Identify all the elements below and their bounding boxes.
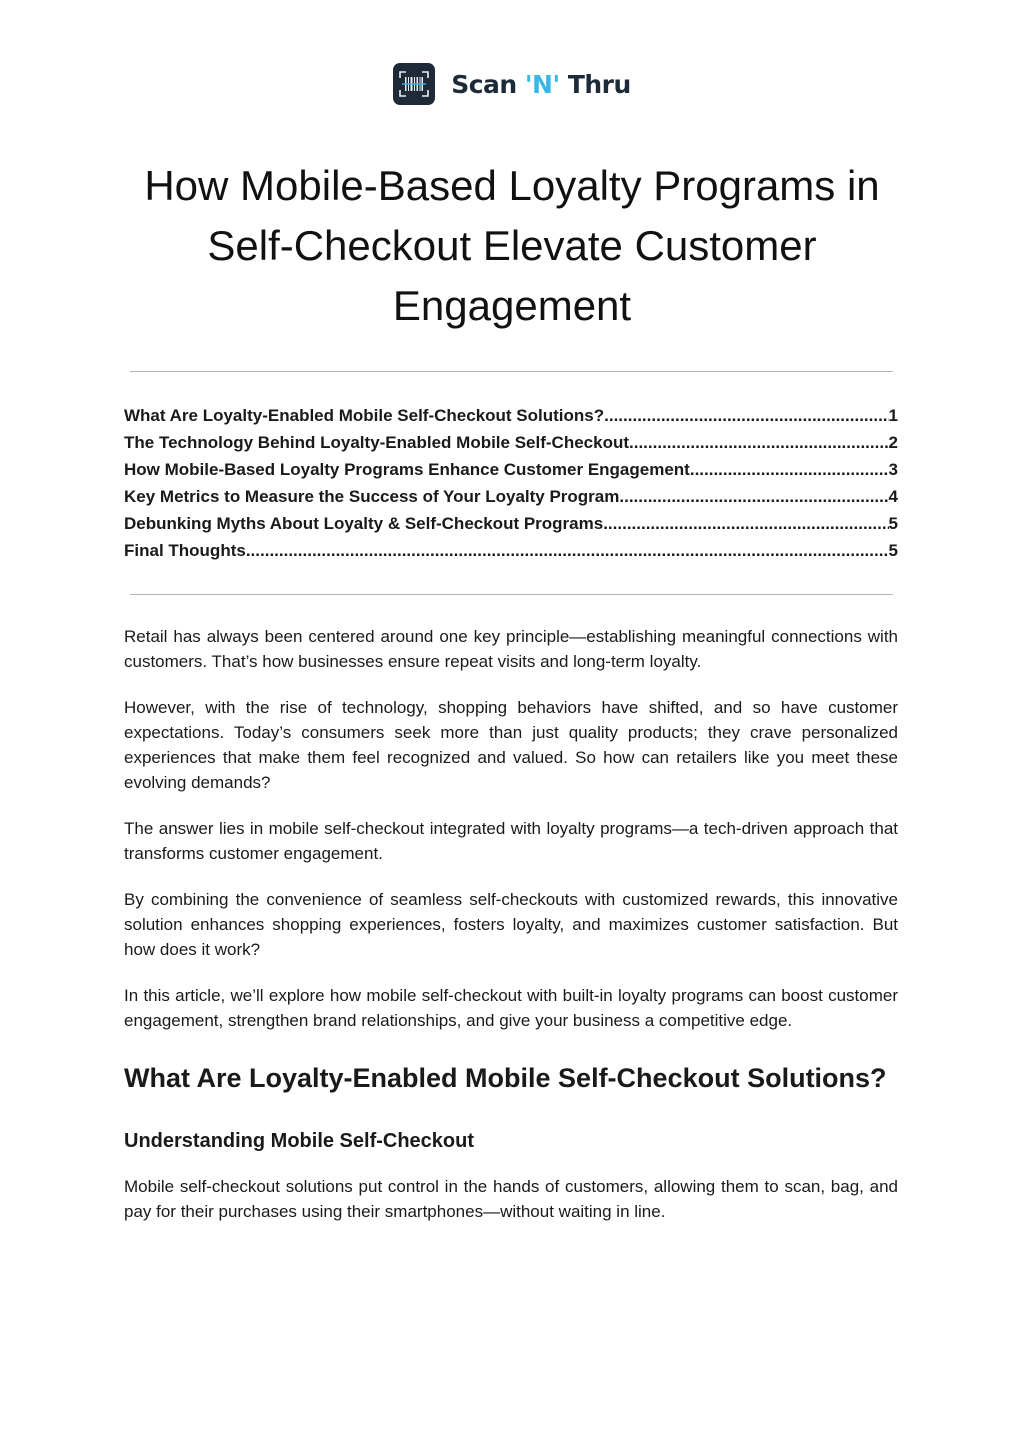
toc-entry-label: How Mobile-Based Loyalty Programs Enhance Customer Engagement (124, 460, 690, 479)
toc-entry-page: 3 (888, 460, 898, 479)
table-of-contents (124, 402, 898, 564)
intro-paragraph: The answer lies in mobile self-checkout integrated with loyalty programs—a tech-driven approach that transforms customer engagement. (124, 819, 898, 863)
article-body (124, 624, 898, 1245)
toc-entry[interactable] (124, 429, 898, 456)
document-title: How Mobile-Based Loyalty Programs in Self-Checkout Elevate Customer Engagement (144, 162, 880, 329)
toc-entry[interactable] (124, 483, 898, 510)
toc-entry-label: Key Metrics to Measure the Success of Your Loyalty Program (124, 487, 620, 506)
toc-leader-dots (619, 483, 888, 510)
toc-entry-label: What Are Loyalty-Enabled Mobile Self-Checkout Solutions? (124, 406, 605, 425)
toc-leader-dots (629, 429, 889, 456)
toc-entry-page: 2 (888, 433, 898, 452)
divider-top (130, 371, 893, 372)
toc-entry[interactable] (124, 402, 898, 429)
toc-entry-label: Final Thoughts (124, 541, 246, 560)
brand-name: Scan 'N' Thru (451, 69, 631, 99)
intro-paragraph: However, with the rise of technology, shopping behaviors have shifted, and so have customer expectations. Today’s consumers seek more than just quality products; they crave personalized experiences that make them feel recognized and valued. So how can retailers like you meet these evolving demands? (124, 698, 898, 792)
toc-entry[interactable] (124, 456, 898, 483)
toc-leader-dots (603, 510, 888, 537)
toc-entry-label: The Technology Behind Loyalty-Enabled Mobile Self-Checkout (124, 433, 630, 452)
toc-entry[interactable] (124, 537, 898, 564)
brand-name-accent: 'N' (524, 69, 560, 99)
toc-leader-dots (246, 537, 889, 564)
barcode-scanner-icon (393, 63, 435, 105)
brand-logo (0, 63, 1024, 105)
section-paragraph: Mobile self-checkout solutions put control in the hands of customers, allowing them to scan, bag, and pay for their purchases using their smartphones—without waiting in line. (124, 1177, 898, 1221)
toc-entry-page: 5 (888, 541, 898, 560)
toc-entry-page: 4 (888, 487, 898, 506)
intro-paragraph: In this article, we’ll explore how mobile self-checkout with built-in loyalty programs can boost customer engagement, strengthen brand relationships, and give your business a competitive edge. (124, 986, 898, 1030)
divider-bottom (130, 594, 893, 595)
toc-leader-dots (604, 402, 888, 429)
toc-leader-dots (690, 456, 889, 483)
toc-entry-page: 5 (888, 514, 898, 533)
intro-paragraph: By combining the convenience of seamless self-checkouts with customized rewards, this innovative solution enhances shopping experiences, fosters loyalty, and maximizes customer satisfaction. But how does it work? (124, 890, 898, 959)
section-subheading: Understanding Mobile Self-Checkout (124, 1130, 475, 1152)
intro-paragraph: Retail has always been centered around one key principle—establishing meaningful connections with customers. That’s how businesses ensure repeat visits and long-term loyalty. (124, 627, 898, 671)
toc-entry[interactable] (124, 510, 898, 537)
section-heading: What Are Loyalty-Enabled Mobile Self-Checkout Solutions? (124, 1063, 887, 1093)
toc-entry-label: Debunking Myths About Loyalty & Self-Checkout Programs (124, 514, 604, 533)
toc-entry-page: 1 (888, 406, 898, 425)
